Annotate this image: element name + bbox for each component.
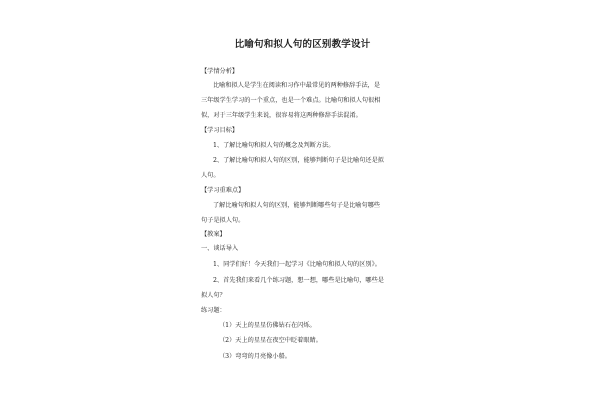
document-page	[195, 28, 410, 388]
document-title: 比喻句和拟人句的区别教学设计	[234, 39, 371, 50]
paragraph-line: 句子是拟人句。	[201, 217, 245, 224]
section-heading-keypoints: 【学习重难点】	[201, 187, 245, 194]
paragraph-line: 1、了解比喻句和拟人句的概念及判断方法。	[213, 142, 335, 149]
paragraph-line: 2、了解比喻句和拟人句的区别，能够判断句子是比喻句还是拟	[213, 157, 384, 164]
paragraph-line: 1、同学们好！今天我们一起学习《比喻句和拟人句的区别》。	[213, 261, 381, 268]
paragraph-line: 一、谈话导入	[201, 245, 239, 252]
paragraph-line: 三年级学生学习的一个重点，也是一个难点。比喻句和拟人句很相	[201, 97, 381, 104]
paragraph-line: 拟人句？	[201, 292, 226, 299]
exercise-item: （2）天上的星星在夜空中眨着眼睛。	[219, 337, 322, 344]
section-heading-analysis: 【学情分析】	[201, 68, 239, 75]
section-heading-plan: 【教案】	[201, 231, 226, 238]
exercise-item: （1）天上的星星仿佛钻石在闪烁。	[219, 322, 316, 329]
paragraph-line: 练习题：	[201, 307, 226, 314]
paragraph-line: 比喻和拟人是学生在阅读和习作中最常见的两种修辞手法，是	[213, 82, 381, 89]
paragraph-line: 2、首先我们来看几个练习题，想一想，哪些是比喻句，哪些是	[213, 277, 384, 284]
paragraph-line: 人句。	[201, 172, 220, 179]
section-heading-goals: 【学习目标】	[201, 127, 239, 134]
paragraph-line: 了解比喻句和拟人句的区别，能够判断哪些句子是比喻句哪些	[213, 202, 381, 209]
paragraph-line: 似，对于三年级学生来说，很容易将这两种修辞手法混淆。	[201, 112, 362, 119]
exercise-item: （3）弯弯的月亮像小船。	[219, 353, 291, 360]
